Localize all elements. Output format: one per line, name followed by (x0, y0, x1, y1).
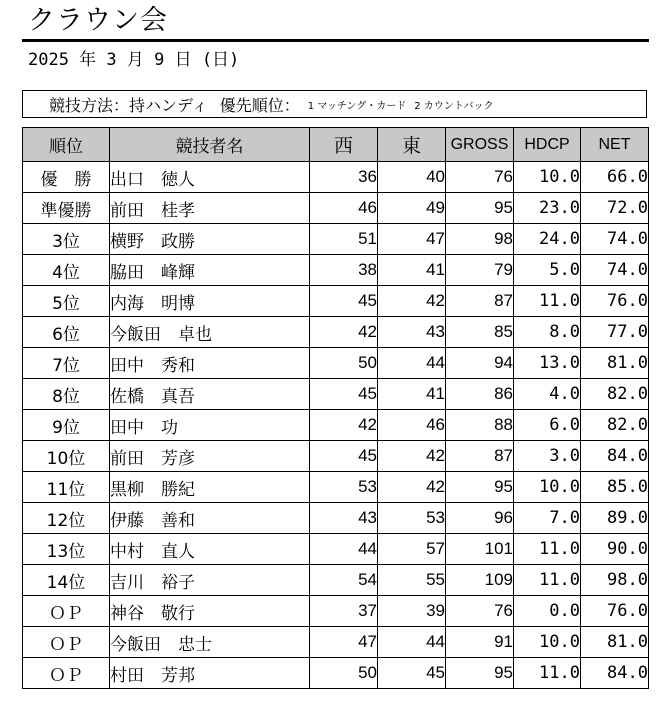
in-score-cell: 44 (378, 627, 446, 658)
net-score-cell: 74.0 (581, 255, 649, 286)
header-name: 競技者名 (110, 128, 310, 162)
net-score-cell: 84.0 (581, 658, 649, 689)
handicap-cell: 11.0 (514, 565, 581, 596)
handicap-cell: 11.0 (514, 658, 581, 689)
in-score-cell: 47 (378, 224, 446, 255)
out-score-cell: 46 (310, 193, 378, 224)
rank-cell: 12位 (23, 503, 110, 534)
player-name-cell: 横野 政勝 (110, 224, 310, 255)
handicap-cell: 11.0 (514, 534, 581, 565)
handicap-cell: 10.0 (514, 627, 581, 658)
out-score-cell: 53 (310, 472, 378, 503)
results-table (22, 127, 649, 689)
gross-score-cell: 109 (446, 565, 514, 596)
net-score-cell: 81.0 (581, 627, 649, 658)
handicap-cell: 23.0 (514, 193, 581, 224)
out-score-cell: 51 (310, 224, 378, 255)
player-name-cell: 神谷 敬行 (110, 596, 310, 627)
player-name-cell: 田中 功 (110, 410, 310, 441)
out-score-cell: 42 (310, 317, 378, 348)
in-score-cell: 42 (378, 286, 446, 317)
priority-2: 2 カウントバック (414, 100, 494, 112)
out-score-cell: 50 (310, 348, 378, 379)
net-score-cell: 66.0 (581, 162, 649, 193)
gross-score-cell: 95 (446, 472, 514, 503)
header-net: NET (581, 128, 649, 162)
gross-score-cell: 87 (446, 286, 514, 317)
handicap-cell: 5.0 (514, 255, 581, 286)
competition-rules-box (22, 90, 647, 118)
rank-cell: 14位 (23, 565, 110, 596)
table-row (23, 162, 649, 193)
player-name-cell: 田中 秀和 (110, 348, 310, 379)
net-score-cell: 76.0 (581, 596, 649, 627)
table-row (23, 503, 649, 534)
net-score-cell: 98.0 (581, 565, 649, 596)
net-score-cell: 82.0 (581, 379, 649, 410)
competition-method: 競技方法：持ハンディ (49, 95, 208, 115)
in-score-cell: 57 (378, 534, 446, 565)
title-underline (22, 39, 649, 42)
gross-score-cell: 79 (446, 255, 514, 286)
table-row (23, 534, 649, 565)
in-score-cell: 42 (378, 472, 446, 503)
out-score-cell: 38 (310, 255, 378, 286)
gross-score-cell: 85 (446, 317, 514, 348)
gross-score-cell: 95 (446, 658, 514, 689)
table-row (23, 410, 649, 441)
net-score-cell: 85.0 (581, 472, 649, 503)
out-score-cell: 45 (310, 379, 378, 410)
priority-label: 優先順位： (219, 95, 300, 115)
gross-score-cell: 76 (446, 596, 514, 627)
net-score-cell: 76.0 (581, 286, 649, 317)
out-score-cell: 36 (310, 162, 378, 193)
player-name-cell: 吉川 裕子 (110, 565, 310, 596)
event-date: 2025 年 3 月 9 日 (日) (28, 50, 240, 70)
player-name-cell: 出口 徳人 (110, 162, 310, 193)
gross-score-cell: 76 (446, 162, 514, 193)
table-row (23, 317, 649, 348)
gross-score-cell: 96 (446, 503, 514, 534)
handicap-cell: 6.0 (514, 410, 581, 441)
handicap-cell: 11.0 (514, 286, 581, 317)
out-score-cell: 43 (310, 503, 378, 534)
rank-cell: 7位 (23, 348, 110, 379)
out-score-cell: 47 (310, 627, 378, 658)
gross-score-cell: 87 (446, 441, 514, 472)
header-in: 東 (378, 128, 446, 162)
out-score-cell: 54 (310, 565, 378, 596)
handicap-cell: 10.0 (514, 162, 581, 193)
net-score-cell: 82.0 (581, 410, 649, 441)
in-score-cell: 49 (378, 193, 446, 224)
gross-score-cell: 91 (446, 627, 514, 658)
rank-cell: 9位 (23, 410, 110, 441)
rank-cell: ＯＰ (23, 658, 110, 689)
gross-score-cell: 101 (446, 534, 514, 565)
gross-score-cell: 88 (446, 410, 514, 441)
rank-cell: 11位 (23, 472, 110, 503)
out-score-cell: 45 (310, 286, 378, 317)
rank-cell: ＯＰ (23, 596, 110, 627)
header-rank: 順位 (23, 128, 110, 162)
net-score-cell: 77.0 (581, 317, 649, 348)
header-out: 西 (310, 128, 378, 162)
in-score-cell: 43 (378, 317, 446, 348)
player-name-cell: 中村 直人 (110, 534, 310, 565)
table-row (23, 472, 649, 503)
net-score-cell: 74.0 (581, 224, 649, 255)
net-score-cell: 72.0 (581, 193, 649, 224)
out-score-cell: 37 (310, 596, 378, 627)
gross-score-cell: 98 (446, 224, 514, 255)
gross-score-cell: 86 (446, 379, 514, 410)
table-row (23, 379, 649, 410)
handicap-cell: 0.0 (514, 596, 581, 627)
player-name-cell: 内海 明博 (110, 286, 310, 317)
table-row (23, 441, 649, 472)
table-header-row (23, 128, 649, 162)
rank-cell: 6位 (23, 317, 110, 348)
out-score-cell: 42 (310, 410, 378, 441)
net-score-cell: 89.0 (581, 503, 649, 534)
in-score-cell: 42 (378, 441, 446, 472)
handicap-cell: 7.0 (514, 503, 581, 534)
rank-cell: 10位 (23, 441, 110, 472)
rank-cell: 3位 (23, 224, 110, 255)
player-name-cell: 今飯田 忠士 (110, 627, 310, 658)
handicap-cell: 4.0 (514, 379, 581, 410)
in-score-cell: 53 (378, 503, 446, 534)
in-score-cell: 41 (378, 379, 446, 410)
player-name-cell: 佐橋 真吾 (110, 379, 310, 410)
rank-cell: 準優勝 (23, 193, 110, 224)
in-score-cell: 39 (378, 596, 446, 627)
in-score-cell: 44 (378, 348, 446, 379)
out-score-cell: 44 (310, 534, 378, 565)
in-score-cell: 41 (378, 255, 446, 286)
table-row (23, 565, 649, 596)
header-gross: GROSS (446, 128, 514, 162)
player-name-cell: 今飯田 卓也 (110, 317, 310, 348)
table-row (23, 193, 649, 224)
player-name-cell: 黒柳 勝紀 (110, 472, 310, 503)
in-score-cell: 45 (378, 658, 446, 689)
player-name-cell: 脇田 峰輝 (110, 255, 310, 286)
net-score-cell: 90.0 (581, 534, 649, 565)
table-row (23, 658, 649, 689)
rank-cell: 4位 (23, 255, 110, 286)
handicap-cell: 8.0 (514, 317, 581, 348)
table-row (23, 596, 649, 627)
net-score-cell: 81.0 (581, 348, 649, 379)
table-row (23, 627, 649, 658)
gross-score-cell: 94 (446, 348, 514, 379)
rank-cell: 13位 (23, 534, 110, 565)
player-name-cell: 前田 桂孝 (110, 193, 310, 224)
priority-1: 1 マッチング・カード (307, 100, 407, 112)
gross-score-cell: 95 (446, 193, 514, 224)
rank-cell: ＯＰ (23, 627, 110, 658)
in-score-cell: 55 (378, 565, 446, 596)
player-name-cell: 伊藤 善和 (110, 503, 310, 534)
handicap-cell: 10.0 (514, 472, 581, 503)
out-score-cell: 45 (310, 441, 378, 472)
handicap-cell: 3.0 (514, 441, 581, 472)
table-row (23, 255, 649, 286)
player-name-cell: 村田 芳邦 (110, 658, 310, 689)
table-row (23, 286, 649, 317)
handicap-cell: 13.0 (514, 348, 581, 379)
net-score-cell: 84.0 (581, 441, 649, 472)
in-score-cell: 46 (378, 410, 446, 441)
handicap-cell: 24.0 (514, 224, 581, 255)
header-hdcp: HDCP (514, 128, 581, 162)
out-score-cell: 50 (310, 658, 378, 689)
page-title: クラウン会 (28, 5, 168, 36)
player-name-cell: 前田 芳彦 (110, 441, 310, 472)
rank-cell: 8位 (23, 379, 110, 410)
in-score-cell: 40 (378, 162, 446, 193)
table-row (23, 348, 649, 379)
rank-cell: 5位 (23, 286, 110, 317)
table-row (23, 224, 649, 255)
rank-cell: 優 勝 (23, 162, 110, 193)
